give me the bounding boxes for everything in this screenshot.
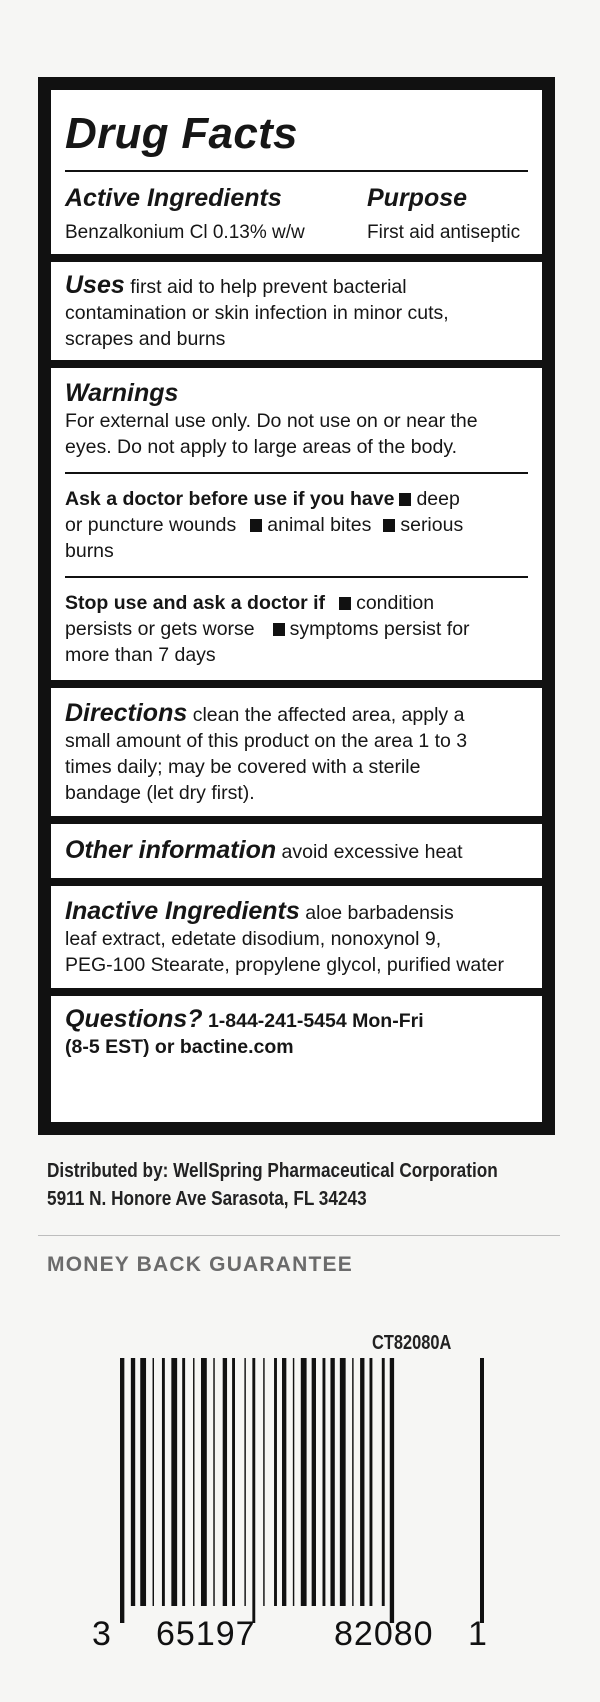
section-questions xyxy=(51,996,542,1122)
barcode-bar xyxy=(223,1358,227,1606)
directions-line3: times daily; may be covered with a sterile xyxy=(65,756,421,778)
ask-doctor-item1: deep xyxy=(416,488,460,510)
other-information-heading: Other information xyxy=(65,836,277,864)
stop-use-item1-cont: persists or gets worse xyxy=(65,618,255,640)
barcode-bar xyxy=(323,1358,326,1606)
inactive-ingredients-line3: PEG-100 Stearate, propylene glycol, purified water xyxy=(65,954,504,976)
barcode-bar xyxy=(312,1358,316,1606)
drug-facts-panel xyxy=(38,77,555,1135)
bullet-square-icon xyxy=(339,597,351,610)
directions-line2: small amount of this product on the area 1 to 3 xyxy=(65,730,468,752)
directions-text xyxy=(65,700,528,806)
barcode-bar xyxy=(360,1358,364,1606)
questions-heading: Questions? xyxy=(65,1005,203,1033)
barcode-group-left: 65197 xyxy=(156,1615,256,1653)
active-ingredient-value: Benzalkonium Cl 0.13% w/w xyxy=(65,222,305,243)
barcode-bar xyxy=(213,1358,214,1606)
ask-doctor-item2: animal bites xyxy=(267,514,372,536)
barcode-bar xyxy=(252,1358,255,1623)
bullet-square-icon xyxy=(399,493,411,506)
questions-line1: 1-844-241-5454 Mon-Fri xyxy=(207,1010,424,1032)
ask-doctor-text xyxy=(65,486,528,564)
questions-line2: (8-5 EST) or bactine.com xyxy=(65,1036,294,1058)
uses-text xyxy=(65,272,528,352)
barcode-bar xyxy=(390,1358,394,1623)
questions-text xyxy=(65,1006,528,1060)
active-ingredients-heading: Active Ingredients xyxy=(65,184,282,212)
barcode-bar xyxy=(282,1358,286,1606)
barcode-bar xyxy=(370,1358,373,1606)
purpose-value: First aid antiseptic xyxy=(367,222,521,243)
section-warnings xyxy=(51,368,542,680)
uses-line2: contamination or skin infection in minor cuts, xyxy=(65,302,449,324)
uses-line3: scrapes and burns xyxy=(65,328,226,350)
title-divider xyxy=(65,170,528,172)
money-back-guarantee: MONEY BACK GUARANTEE xyxy=(47,1253,353,1276)
purpose-heading: Purpose xyxy=(367,184,468,212)
stop-use-item2: symptoms persist for xyxy=(289,618,470,640)
barcode-bar xyxy=(153,1358,154,1606)
inactive-ingredients-line1: aloe barbadensis xyxy=(305,902,454,924)
barcode-bar xyxy=(171,1358,177,1606)
ask-doctor-lead: Ask a doctor before use if you have xyxy=(65,488,395,510)
barcode-bar xyxy=(293,1358,294,1606)
ask-doctor-item1-cont: or puncture wounds xyxy=(65,514,237,536)
stop-use-item1: condition xyxy=(356,592,435,614)
barcode-bar xyxy=(131,1358,135,1606)
barcode xyxy=(120,1358,488,1623)
barcode-bar xyxy=(182,1358,185,1606)
barcode-bar xyxy=(330,1358,334,1606)
inactive-ingredients-text xyxy=(65,898,528,978)
warnings-line1: For external use only. Do not use on or near the xyxy=(65,410,478,432)
directions-heading: Directions xyxy=(65,699,188,727)
barcode-bar xyxy=(382,1358,385,1606)
barcode-bar xyxy=(232,1358,235,1606)
other-information-text xyxy=(65,837,528,865)
barcode-bar xyxy=(193,1358,194,1606)
ask-doctor-item3: serious xyxy=(400,514,464,536)
warnings-heading: Warnings xyxy=(65,379,179,407)
barcode-bar xyxy=(263,1358,264,1606)
divider xyxy=(38,1235,560,1236)
inactive-ingredients-line2: leaf extract, edetate disodium, nonoxynol 9, xyxy=(65,928,442,950)
uses-heading: Uses xyxy=(65,271,125,299)
section-inactive-ingredients xyxy=(51,886,542,988)
barcode-digit-last: 1 xyxy=(468,1615,488,1653)
barcode-bar xyxy=(140,1358,146,1606)
drug-facts-title: Drug Facts xyxy=(65,109,298,158)
directions-line4: bandage (let dry first). xyxy=(65,782,255,804)
warnings-divider-2 xyxy=(65,576,528,578)
warnings-line2: eyes. Do not apply to large areas of the body. xyxy=(65,436,458,458)
stop-use-item2-cont: more than 7 days xyxy=(65,644,216,666)
stop-use-lead: Stop use and ask a doctor if xyxy=(65,592,326,614)
directions-line1: clean the affected area, apply a xyxy=(192,704,465,726)
barcode-bar xyxy=(120,1358,124,1623)
barcode-bar xyxy=(340,1358,346,1606)
barcode-group-right: 82080 xyxy=(334,1615,434,1653)
bullet-square-icon xyxy=(250,519,262,532)
inactive-ingredients-heading: Inactive Ingredients xyxy=(65,897,300,925)
barcode-bar xyxy=(301,1358,307,1606)
section-active-ingredients xyxy=(51,90,542,254)
distributor-line2: 5911 N. Honore Ave Sarasota, FL 34243 xyxy=(47,1188,367,1210)
section-directions xyxy=(51,688,542,816)
active-ingredients-header-row xyxy=(65,186,528,211)
bullet-square-icon xyxy=(383,519,395,532)
ask-doctor-item3-cont: burns xyxy=(65,540,114,562)
barcode-bar xyxy=(352,1358,353,1606)
stop-use-text xyxy=(65,590,528,668)
barcode-bar xyxy=(244,1358,245,1606)
active-ingredients-values-row xyxy=(65,223,528,242)
barcode-bar xyxy=(162,1358,165,1606)
warnings-text xyxy=(65,408,528,460)
distributor-info xyxy=(47,1157,498,1213)
section-other-information xyxy=(51,824,542,878)
product-code: CT82080A xyxy=(372,1332,452,1354)
uses-line1: first aid to help prevent bacterial xyxy=(130,276,407,298)
barcode-bar xyxy=(480,1358,484,1623)
section-uses xyxy=(51,262,542,360)
other-information-value: avoid excessive heat xyxy=(281,841,463,863)
distributor-line1: Distributed by: WellSpring Pharmaceutical Corporation xyxy=(47,1160,498,1182)
barcode-bar xyxy=(201,1358,207,1606)
bullet-square-icon xyxy=(273,623,285,636)
barcode-digit-first: 3 xyxy=(92,1615,112,1653)
warnings-divider-1 xyxy=(65,472,528,474)
barcode-bar xyxy=(274,1358,277,1606)
